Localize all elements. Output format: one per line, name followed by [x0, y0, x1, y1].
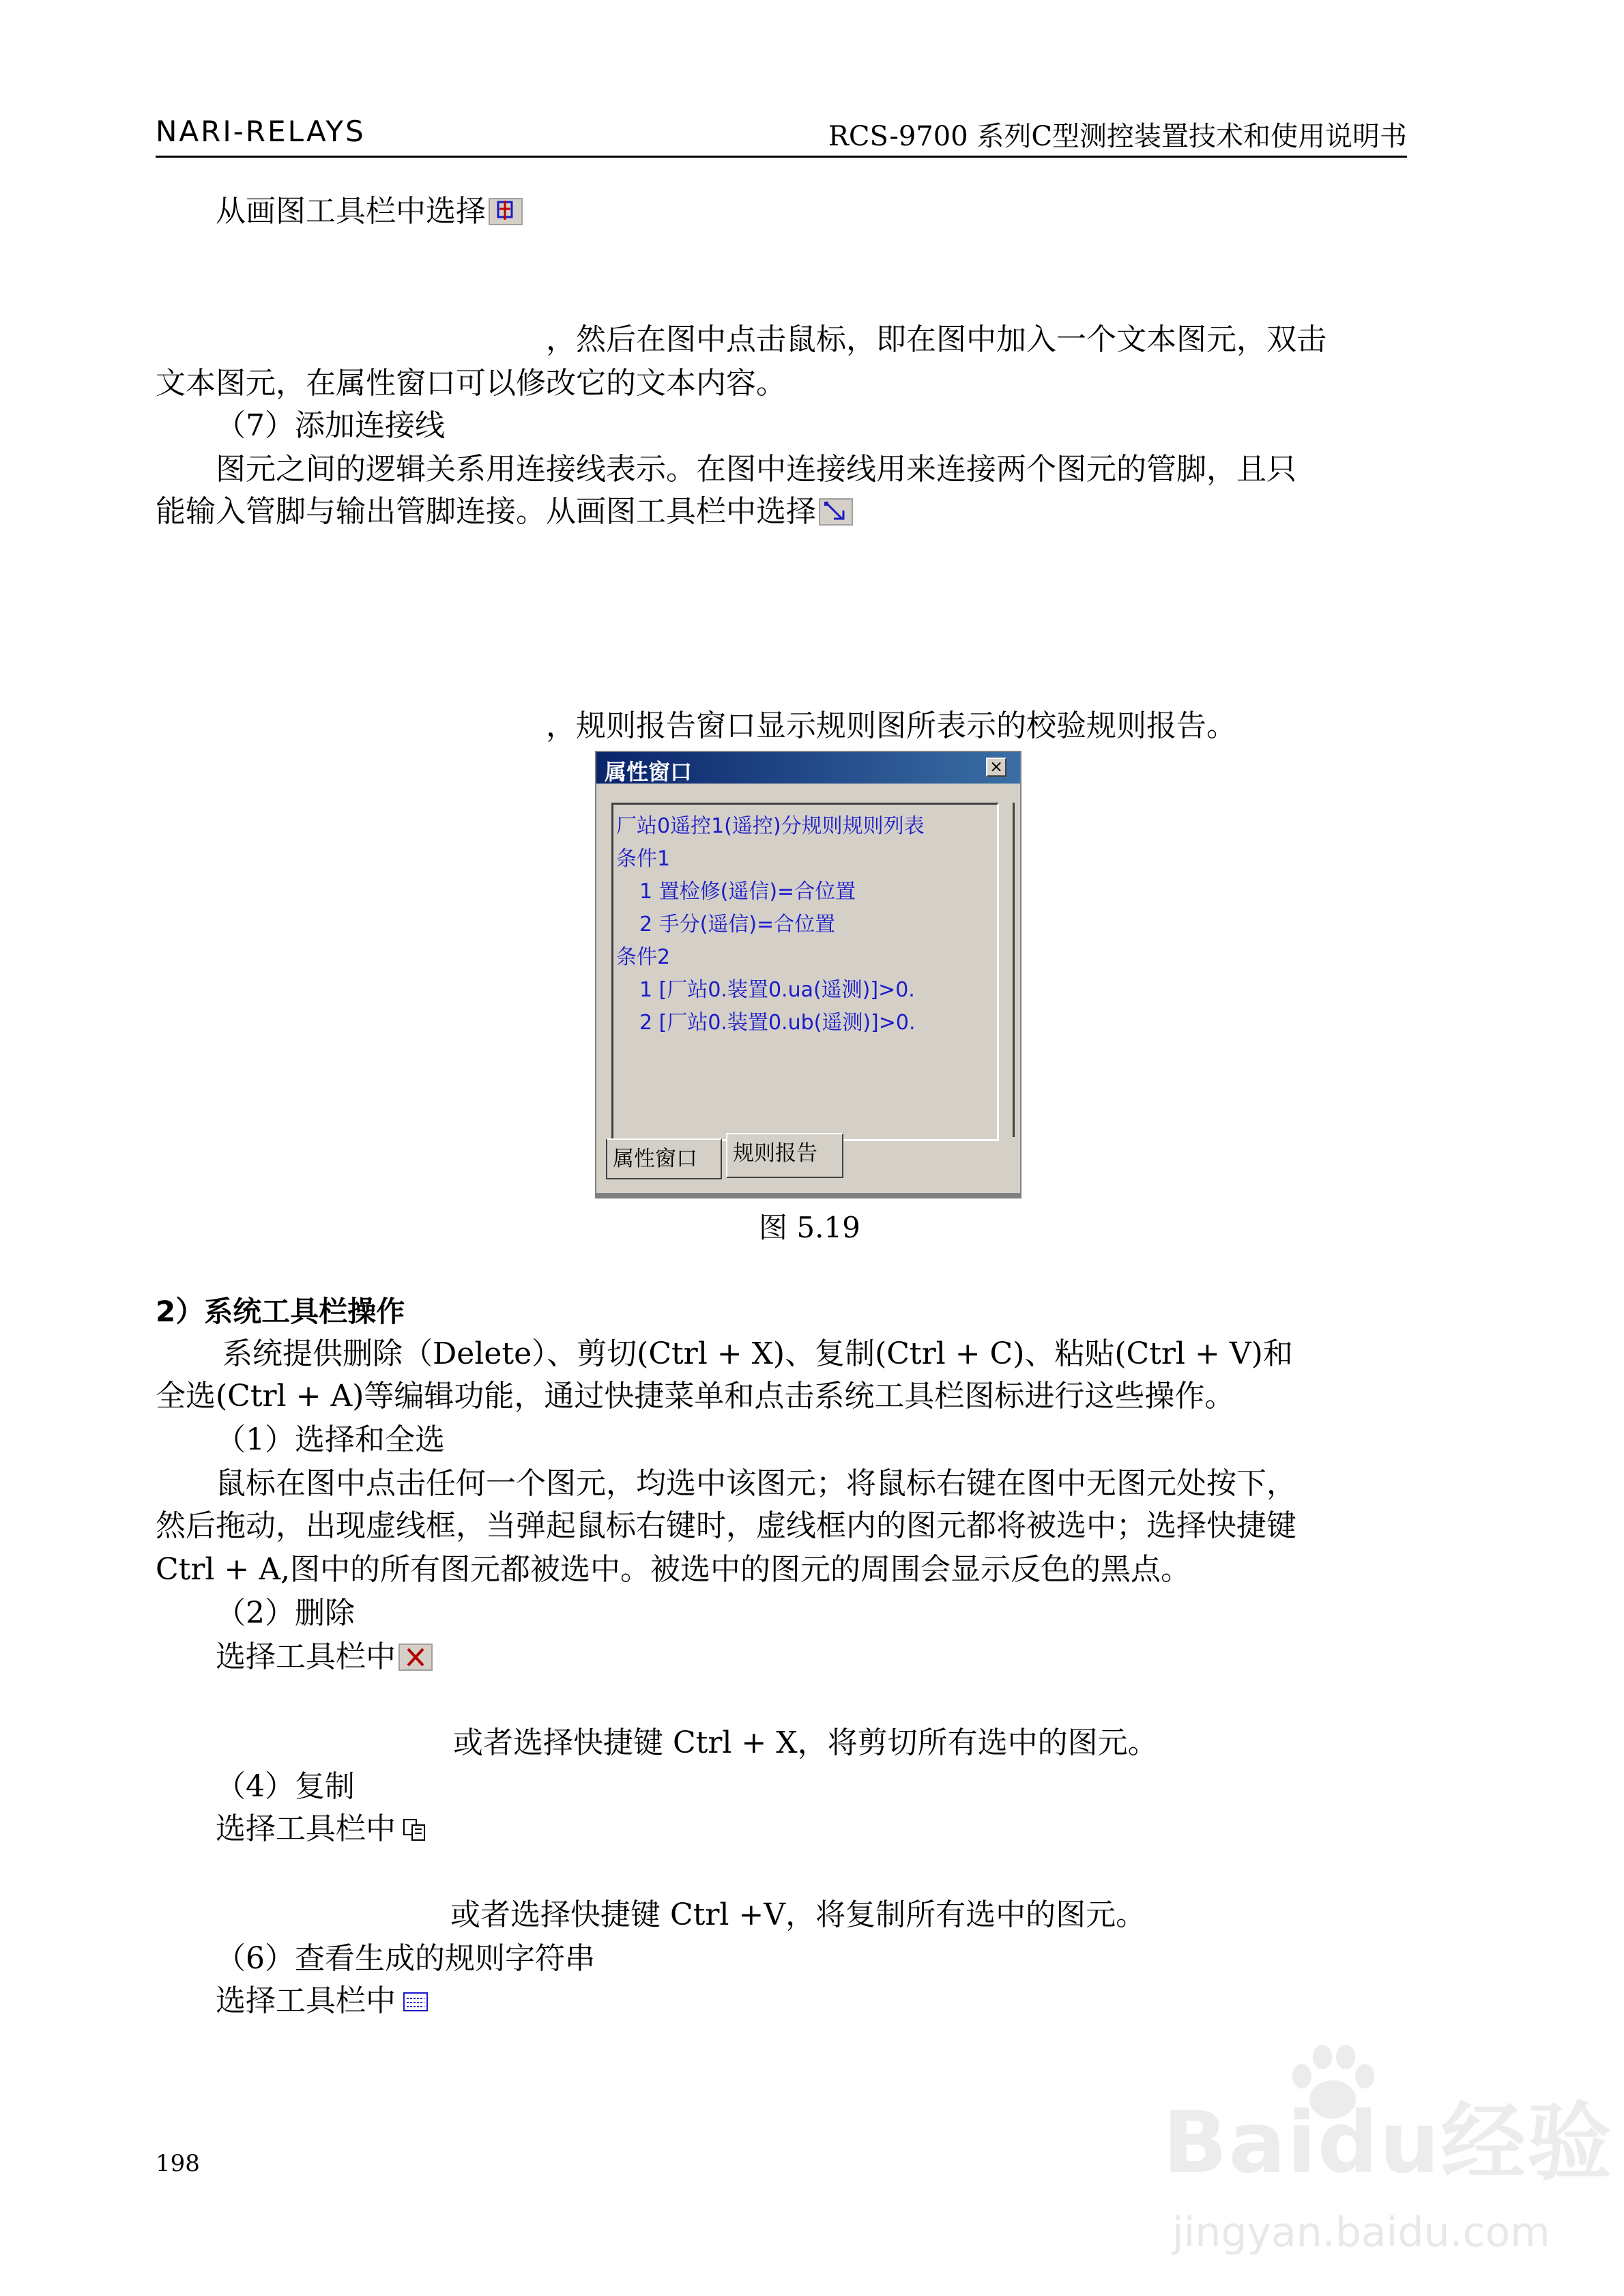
subheading: （6）查看生成的规则字符串 — [216, 1941, 595, 1976]
watermark-url: jingyan.baidu.com — [1172, 2209, 1550, 2256]
paragraph-line — [156, 491, 853, 532]
subheading: （7）添加连接线 — [216, 408, 445, 443]
rule-line: 2 手分(遥信)=合位置 — [639, 913, 836, 936]
connect-line-icon — [819, 498, 853, 526]
subheading: （2）删除 — [216, 1596, 355, 1631]
rule-report-pane — [611, 803, 999, 1141]
paragraph-line — [216, 1637, 433, 1678]
page-number: 198 — [156, 2150, 200, 2177]
section-heading: 2）系统工具栏操作 — [156, 1295, 405, 1328]
text-span: 选择工具栏中 — [216, 1811, 396, 1846]
rule-line: 2 [厂站0.装置0.ub(遥测)]>0. — [639, 1011, 916, 1035]
delete-icon — [398, 1644, 433, 1671]
paragraph-line: 或者选择快捷键 Ctrl + X，将剪切所有选中的图元。 — [453, 1725, 1158, 1760]
paragraph-line: ，规则报告窗口显示规则图所表示的校验规则报告。 — [546, 708, 1236, 743]
header-left-brand: NARI-RELAYS — [156, 115, 366, 148]
tab-property-window[interactable]: 属性窗口 — [606, 1138, 722, 1179]
text-span: 选择工具栏中 — [216, 1639, 396, 1674]
paragraph-line: 鼠标在图中点击任何一个图元，均选中该图元；将鼠标右键在图中无图元处按下， — [216, 1466, 1296, 1501]
window-title: 属性窗口 — [605, 759, 693, 785]
header-right-title: RCS-9700 系列C型测控装置技术和使用说明书 — [828, 121, 1407, 152]
tab-rule-report[interactable]: 规则报告 — [726, 1133, 843, 1178]
paragraph-line: 图元之间的逻辑关系用连接线表示。在图中连接线用来连接两个图元的管脚，且只 — [216, 452, 1296, 487]
paragraph-line: 然后拖动，出现虚线框，当弹起鼠标右键时，虚线框内的图元都将被选中；选择快捷键 — [156, 1508, 1296, 1543]
figure-caption: 图 5.19 — [759, 1211, 860, 1244]
paragraph-line — [216, 1809, 433, 1850]
rule-line: 1 [厂站0.装置0.ua(遥测)]>0. — [639, 978, 915, 1002]
paragraph-line: 文本图元，在属性窗口可以修改它的文本内容。 — [156, 366, 786, 401]
window-bottom-edge — [596, 1193, 1020, 1197]
rule-line: 1 置检修(遥信)=合位置 — [639, 880, 856, 904]
subheading: （4）复制 — [216, 1769, 355, 1804]
header-divider — [156, 156, 1407, 158]
rule-string-icon — [398, 1988, 433, 2015]
scroll-edge — [1013, 803, 1015, 1137]
text-span: 能输入管脚与输出管脚连接。从画图工具栏中选择 — [156, 494, 816, 529]
copy-icon — [398, 1816, 433, 1843]
window-titlebar — [596, 752, 1020, 784]
subheading: （1）选择和全选 — [216, 1422, 445, 1457]
paragraph-line — [216, 191, 523, 232]
paragraph-line: 或者选择快捷键 Ctrl +V，将复制所有选中的图元。 — [450, 1897, 1146, 1932]
close-icon[interactable]: × — [986, 758, 1006, 777]
property-window — [595, 751, 1021, 1199]
rule-line: 厂站0遥控1(遥控)分规则规则列表 — [616, 814, 925, 838]
rule-line: 条件1 — [616, 847, 671, 871]
watermark-logo: Baidu经验 — [1163, 2094, 1613, 2192]
rule-line: 条件2 — [616, 945, 671, 969]
paragraph-line: ，然后在图中点击鼠标，即在图中加入一个文本图元，双击 — [546, 322, 1326, 357]
paragraph-line — [216, 1981, 433, 2022]
paragraph-line: 全选(Ctrl + A)等编辑功能，通过快捷菜单和点击系统工具栏图标进行这些操作。 — [156, 1379, 1235, 1414]
text-tool-icon — [489, 198, 523, 225]
text-span: 选择工具栏中 — [216, 1983, 396, 2018]
text-span: 从画图工具栏中选择 — [216, 194, 486, 229]
paragraph-line: Ctrl + A,图中的所有图元都被选中。被选中的图元的周围会显示反色的黑点。 — [156, 1552, 1191, 1587]
paragraph-line: 系统提供删除（Delete）、剪切(Ctrl + X)、复制(Ctrl + C)、粘贴(Ctrl + V)和 — [222, 1336, 1293, 1371]
